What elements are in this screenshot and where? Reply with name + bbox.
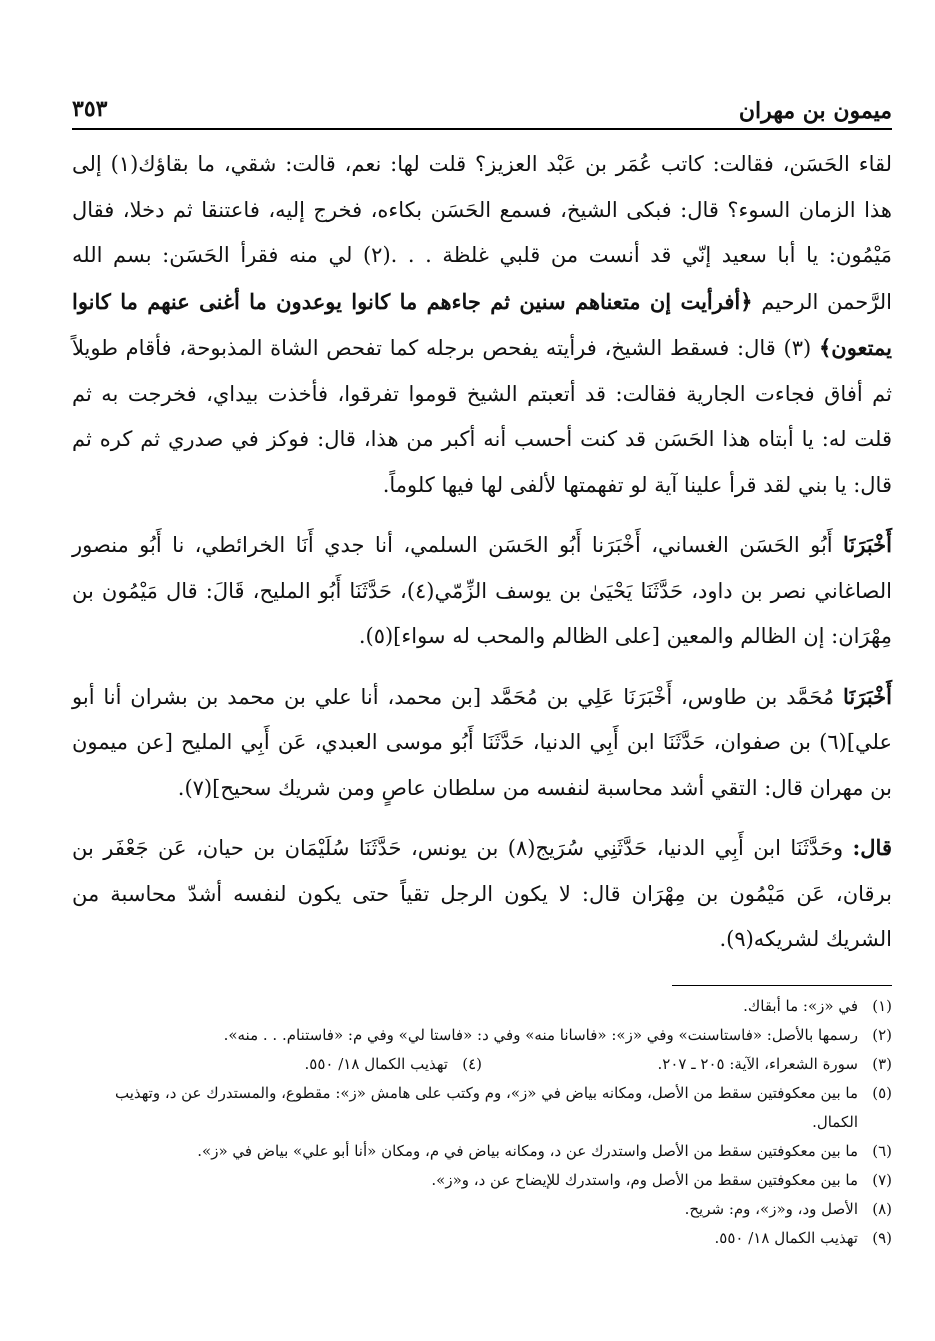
- footnote-number: (٣): [872, 1054, 892, 1073]
- paragraph-lead: قال:: [852, 835, 892, 860]
- footnote-text: سورة الشعراء، الآية: ٢٠٥ ـ ٢٠٧.: [657, 1054, 858, 1073]
- paragraph-1: [72, 142, 892, 508]
- footnote-text: في «ز»: ما أبقاك.: [743, 996, 858, 1015]
- footnote-item: [72, 1224, 892, 1253]
- paragraph-2: [72, 522, 892, 660]
- footnote-text: تهذيب الكمال ١٨/ ٥٥٠.: [304, 1054, 448, 1073]
- quran-verse: ﴿أفرأيت إن متعناهم سنين ثم جاءهم ما كانوا يوعدون ما أغنى عنهم ما كانوا يمتعون﴾: [72, 288, 892, 360]
- footnote-item: [482, 1050, 892, 1079]
- paragraph-text-continued: (٣) قال: فسقط الشيخ، فرأيته يفحص برجله كما تفحص الشاة المذبوحة، فأقام طويلاً ثم أفاق فجاءت الجارية فقالت: قد أتعبتم الشيخ قوموا تفرقوا، فأخذت بيداي، فخرجت به ثم قلت له: يا أبتاه هذا الحَسَن قد كنت أحسب أنه أكبر من هذا، قال: فوكز في صدري ثم كره ثم قال: يا بني لقد قرأ علينا آية لو تفهمتها لألفى لها فيها كلوماً.: [72, 336, 892, 497]
- footnote-number: (٧): [872, 1170, 892, 1189]
- footnotes: [72, 992, 892, 1253]
- footnote-item: [72, 1166, 892, 1195]
- footnote-text: ما بين معكوفتين سقط من الأصل وم، واستدرك للإيضاح عن د، و«ز».: [431, 1170, 858, 1189]
- paragraph-lead: أَخْبَرَنَا: [843, 683, 892, 709]
- footnote-number: (٥): [872, 1083, 892, 1102]
- paragraph-lead: أَخْبَرَنَا: [843, 532, 892, 557]
- paragraph-text: وحَدَّثَنَا ابن أَبِي الدنيا، حَدَّثَنِي سُرَيج(٨) بن يونس، حَدَّثَنَا سُلَيْمَان بن حيان، عَن جَعْفَر بن برقان، عَن مَيْمُون بن مِهْرَان قال: لا يكون الرجل تقياً حتى يكون لنفسه أشدّ محاسبة من الشريك لشريكه(٩).: [72, 836, 892, 951]
- footnote-text: ما بين معكوفتين سقط من الأصل واستدرك عن د، ومكانه بياض في م، ومكان «أنا أبو علي» بياض في «ز».: [197, 1141, 858, 1160]
- footnote-text: رسمها بالأصل: «فاستاسنت» وفي «ز»: «فاسانا منه» وفي د: «فاستا لي» وفي م: «فاستنام. . . منه».: [223, 1025, 858, 1044]
- paragraph-3: [72, 674, 892, 812]
- page-number: ٣٥٣: [72, 96, 108, 122]
- paragraph-text: مُحَمَّد بن طاوس، أَخْبَرَنَا عَلِي بن مُحَمَّد [بن محمد، أنا علي بن محمد بن بشران أنا أبو علي](٦) بن صفوان، حَدَّثَنَا ابن أَبِي الدنيا، حَدَّثَنَا أَبُو موسى العبدي، عَن أَبِي المليح [عن ميمون بن مهران قال: التقي أشد محاسبة لنفسه من سلطان عاصٍ ومن شريك سحيح](٧).: [72, 684, 892, 800]
- footnote-item: [72, 1195, 892, 1224]
- footnote-number: (١): [872, 996, 892, 1015]
- footnote-number: (٨): [872, 1199, 892, 1218]
- paragraph-text: أَبُو الحَسَن الغساني، أَخْبَرَنا أَبُو الحَسَن السلمي، أنا جدي أَنَا الخرائطي، نا أَبُو منصور الصاغاني نصر بن داود، حَدَّثَنَا يَحْيَىٰ بن يوسف الزِّمّي(٤)، حَدَّثَنَا أَبُو المليح، قَالَ: قال مَيْمُون بن مِهْرَان: إن الظالم والمعين [على الظالم والمحب له سواء](٥).: [72, 533, 892, 648]
- footnote-item: [72, 992, 892, 1021]
- main-text: [72, 142, 892, 963]
- footnote-number: (٦): [872, 1141, 892, 1160]
- footnote-item: [72, 1021, 892, 1050]
- paragraph-text: لقاء الحَسَن، فقالت: كاتب عُمَر بن عَبْد العزيز؟ قلت لها: نعم، قالت: شقي، ما بقاؤك(١) إلى هذا الزمان السوء؟ قال: فبكى الشيخ، فسمع الحَسَن بكاءه، فخرج إليه، فاعتنقا ثم دخلا، فقال مَيْمُون: يا أبا سعيد إنّي قد أنست من قلبي غلظة . . .(٢) لي منه فقرأ الحَسَن: بسم الله الرَّحمن الرحيم: [72, 152, 893, 314]
- footnote-item: [72, 1137, 892, 1166]
- footnote-item: [72, 1079, 892, 1137]
- footnote-number: (٤): [462, 1054, 482, 1073]
- footnote-number: (٢): [872, 1025, 892, 1044]
- running-title: ميمون بن مهران: [738, 98, 892, 124]
- footnote-item: [72, 1050, 482, 1079]
- paragraph-4: [72, 825, 892, 963]
- footnote-number: (٩): [872, 1228, 892, 1247]
- footnote-text: تهذيب الكمال ١٨/ ٥٥٠.: [714, 1228, 858, 1247]
- footnote-text: ما بين معكوفتين سقط من الأصل، ومكانه بياض في «ز»، وم وكتب على هامش «ز»: مقطوع، والمستدرك عن د، وتهذيب الكمال.: [114, 1083, 858, 1131]
- page-header: [72, 80, 892, 130]
- book-page: [72, 80, 892, 1253]
- footnote-row: [72, 1050, 892, 1079]
- footnote-text: الأصل ود، و«ز»، وم: شريح.: [684, 1199, 858, 1218]
- footnote-separator: [672, 985, 892, 986]
